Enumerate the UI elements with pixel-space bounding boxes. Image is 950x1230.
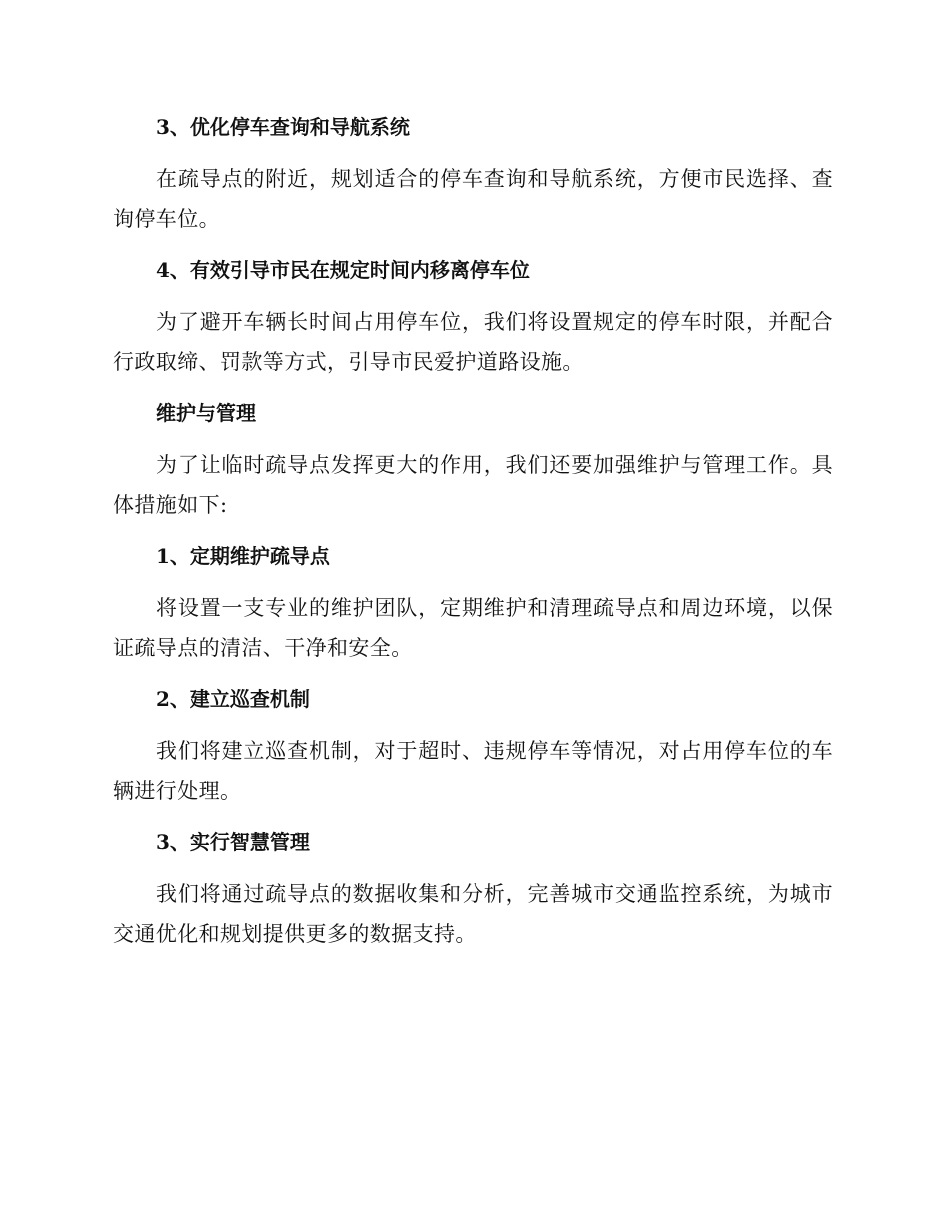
section-heading: 维护与管理 bbox=[156, 401, 256, 425]
section-paragraph: 为了让临时疏导点发挥更大的作用，我们还要加强维护与管理工作。具体措施如下: bbox=[113, 453, 833, 517]
document-body bbox=[113, 106, 833, 954]
section-paragraph: 将设置一支专业的维护团队，定期维护和清理疏导点和周边环境，以保证疏导点的清洁、干净和安全。 bbox=[113, 596, 833, 660]
section-paragraph: 为了避开车辆长时间占用停车位，我们将设置规定的停车时限，并配合行政取缔、罚款等方式，引导市民爱护道路设施。 bbox=[113, 310, 833, 374]
section-paragraph: 在疏导点的附近，规划适合的停车查询和导航系统，方便市民选择、查询停车位。 bbox=[113, 167, 833, 231]
section-paragraph: 我们将通过疏导点的数据收集和分析，完善城市交通监控系统，为城市交通优化和规划提供更多的数据支持。 bbox=[113, 882, 833, 946]
section-heading: 3、实行智慧管理 bbox=[156, 830, 310, 854]
section-heading: 1、定期维护疏导点 bbox=[156, 544, 330, 568]
section-heading: 4、有效引导市民在规定时间内移离停车位 bbox=[156, 258, 530, 282]
section-heading: 3、优化停车查询和导航系统 bbox=[156, 115, 410, 139]
section-heading: 2、建立巡查机制 bbox=[156, 687, 310, 711]
section-paragraph: 我们将建立巡查机制，对于超时、违规停车等情况，对占用停车位的车辆进行处理。 bbox=[113, 739, 833, 803]
